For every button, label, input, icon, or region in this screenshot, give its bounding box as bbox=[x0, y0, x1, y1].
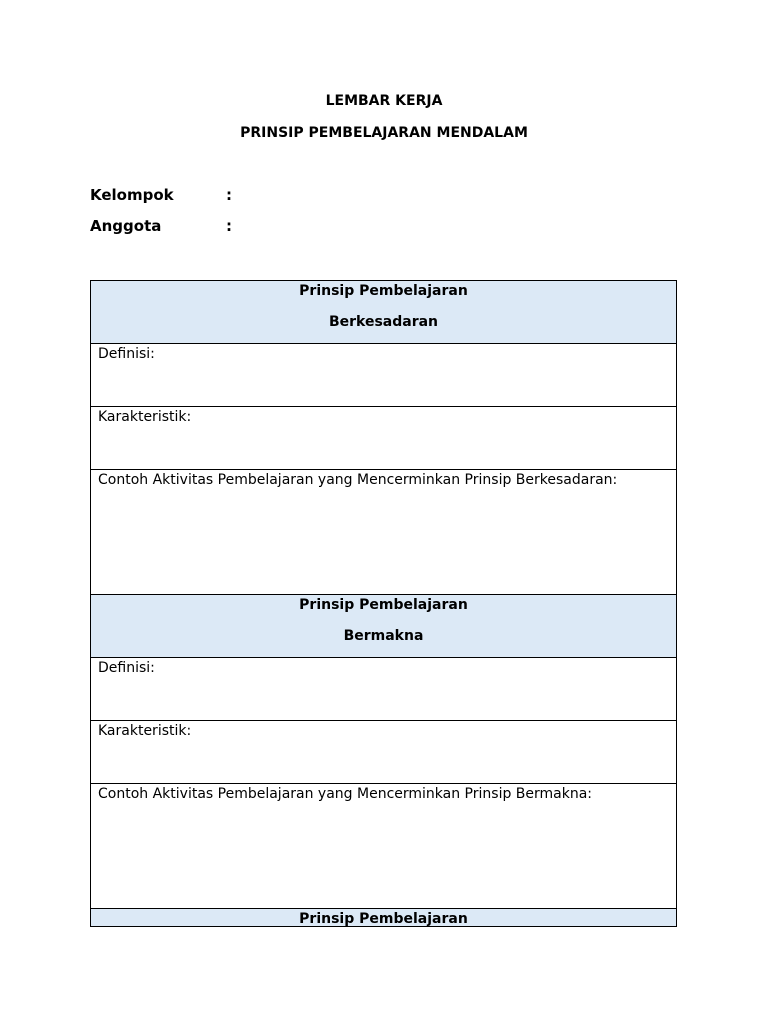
section-heading-third bbox=[91, 909, 676, 927]
section-heading-line1: Prinsip Pembelajaran bbox=[299, 283, 468, 299]
definition-cell[interactable]: Definisi: bbox=[91, 658, 676, 721]
definition-cell[interactable]: Definisi: bbox=[91, 344, 676, 407]
document-subtitle: PRINSIP PEMBELAJARAN MENDALAM bbox=[240, 125, 528, 141]
characteristics-cell[interactable]: Karakteristik: bbox=[91, 721, 676, 784]
example-activity-cell[interactable]: Contoh Aktivitas Pembelajaran yang Mencerminkan Prinsip Bermakna: bbox=[91, 784, 676, 909]
document-title: LEMBAR KERJA bbox=[325, 93, 443, 109]
group-separator: : bbox=[226, 186, 232, 204]
worksheet-table bbox=[90, 280, 677, 927]
section-heading-line1: Prinsip Pembelajaran bbox=[299, 911, 468, 927]
example-activity-cell[interactable]: Contoh Aktivitas Pembelajaran yang Mencerminkan Prinsip Berkesadaran: bbox=[91, 470, 676, 595]
group-label: Kelompok bbox=[90, 186, 174, 204]
members-separator: : bbox=[226, 217, 232, 235]
section-heading-line2: Bermakna bbox=[343, 628, 424, 644]
section-heading-line2: Berkesadaran bbox=[328, 314, 439, 330]
members-label: Anggota bbox=[90, 217, 162, 235]
members-field bbox=[90, 217, 232, 235]
section-heading-line1: Prinsip Pembelajaran bbox=[299, 597, 468, 613]
section-heading-bermakna bbox=[91, 595, 676, 658]
group-field bbox=[90, 186, 232, 204]
characteristics-cell[interactable]: Karakteristik: bbox=[91, 407, 676, 470]
section-heading-berkesadaran bbox=[91, 281, 676, 344]
